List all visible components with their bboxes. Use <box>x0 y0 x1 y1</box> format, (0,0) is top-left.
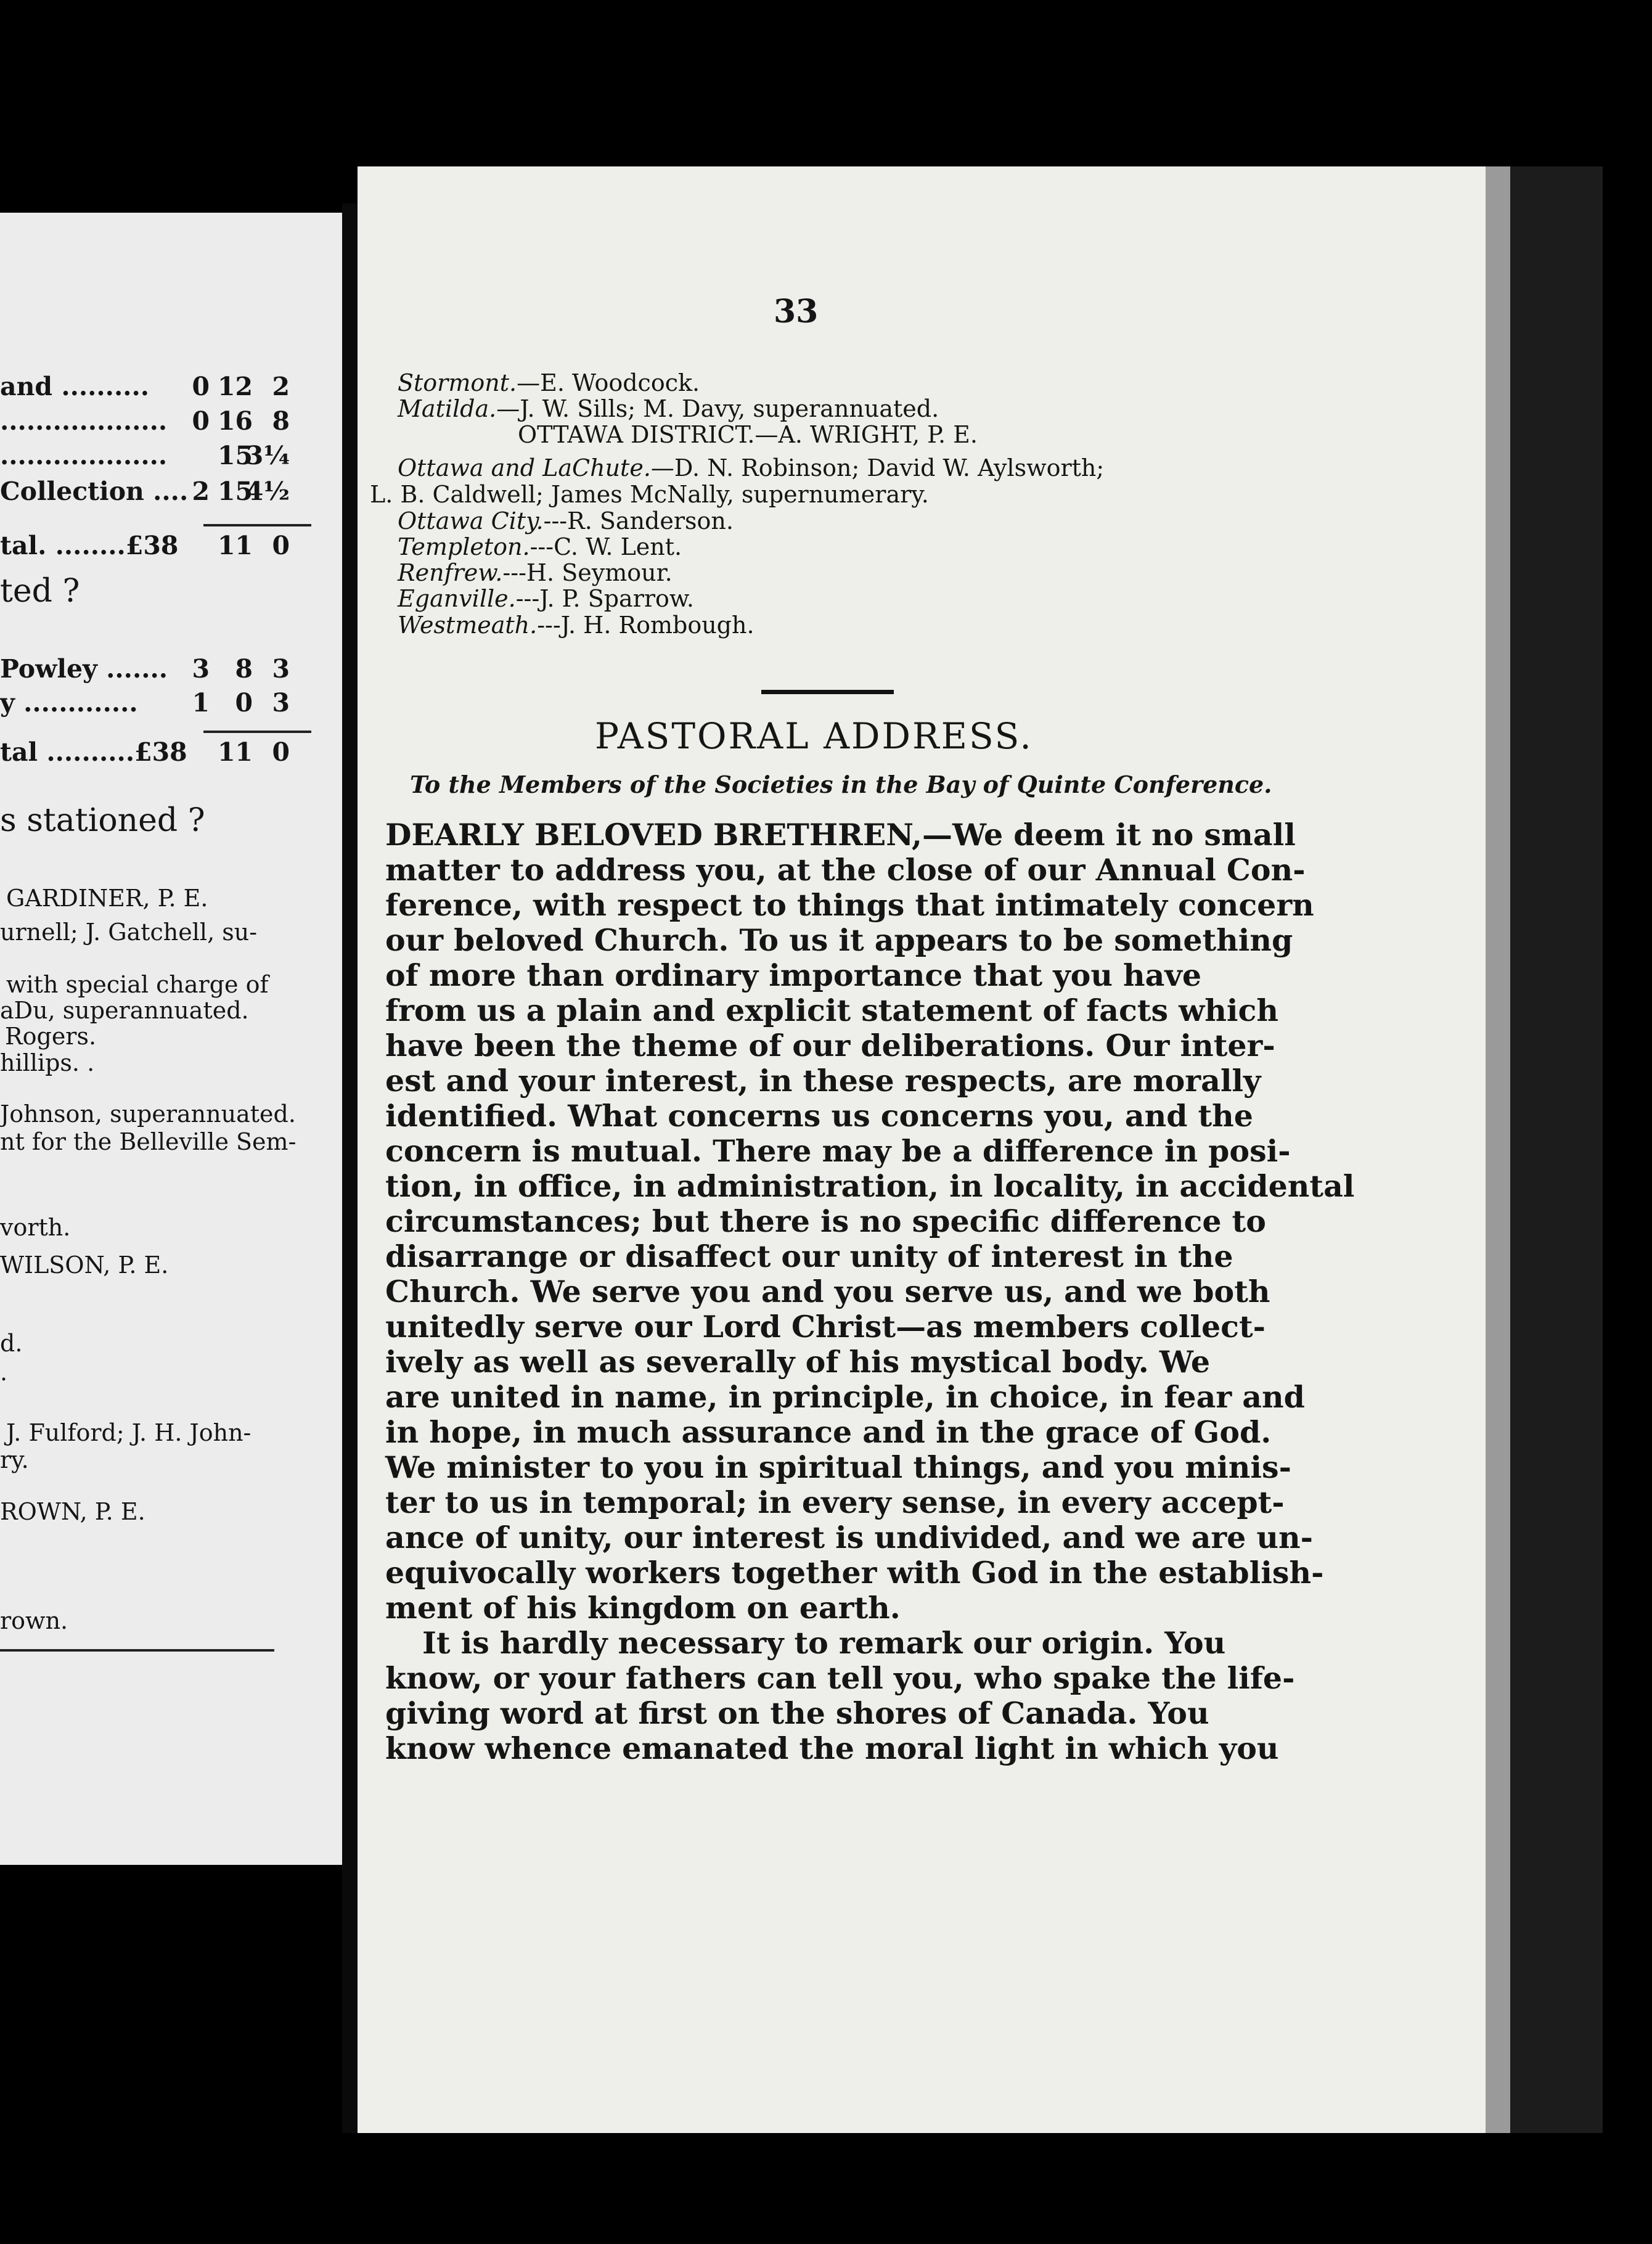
station-text: ---J. H. Rombough. <box>537 612 754 639</box>
ledger-pence: 3¼ <box>245 441 290 470</box>
district-heading <box>518 423 978 446</box>
station-line <box>398 397 939 420</box>
ledger-shillings: 15 <box>217 441 253 470</box>
section-heading: ted ? <box>0 573 80 610</box>
station-line <box>370 483 929 506</box>
text-line: Rogers. <box>5 1023 97 1050</box>
body-line: concern is mutual. There may be a difference in posi- <box>385 1133 1291 1169</box>
address-subheading: To the Members of the Societies in the Bay of Quinte Conference. <box>410 771 1272 798</box>
ledger-pence: 3 <box>272 688 290 718</box>
ledger-pence: 3 <box>272 654 290 684</box>
station-text: —J. W. Sills; M. Davy, superannuated. <box>496 395 939 422</box>
body-line: know whence emanated the moral light in which you <box>385 1730 1279 1766</box>
station-text: OTTAWA DISTRICT.—A. WRIGHT, P. E. <box>518 421 978 448</box>
ledger-label: Powley ....... <box>0 654 168 684</box>
body-line: identified. What concerns us concerns you, and the <box>385 1098 1253 1134</box>
text-line: WILSON, P. E. <box>0 1251 169 1279</box>
body-line: est and your interest, in these respects, are morally <box>385 1063 1261 1099</box>
ledger-pence: 4½ <box>245 477 290 506</box>
book-gutter <box>342 203 358 2133</box>
station-line <box>398 456 1104 480</box>
divider-rule <box>0 1649 274 1652</box>
text-line: Johnson, superannuated. <box>0 1100 296 1128</box>
station-place: Matilda. <box>398 395 497 422</box>
ledger-shillings: 11 <box>217 531 253 560</box>
body-line <box>385 817 1296 853</box>
book-cover <box>1510 166 1603 2133</box>
station-place: Renfrew. <box>398 559 503 586</box>
station-line <box>398 587 694 610</box>
left-page <box>0 213 342 1865</box>
station-place: Templeton. <box>398 533 530 560</box>
text-line: ROWN, P. E. <box>0 1498 145 1525</box>
section-heading: s stationed ? <box>0 802 205 839</box>
station-place: Westmeath. <box>398 612 538 639</box>
text-line: vorth. <box>0 1214 71 1241</box>
ledger-shillings: 15 <box>217 477 253 506</box>
station-place: Eganville. <box>398 585 516 612</box>
text-line: hillips. . <box>0 1049 95 1076</box>
ledger-pence: 2 <box>272 372 290 401</box>
body-line: We minister to you in spiritual things, and you minis- <box>385 1449 1291 1485</box>
body-line: disarrange or disaffect our unity of interest in the <box>385 1239 1233 1274</box>
body-line: circumstances; but there is no specific difference to <box>385 1203 1266 1239</box>
text-line: ry. <box>0 1446 29 1473</box>
body-line: ance of unity, our interest is undivided, and we are un- <box>385 1520 1313 1555</box>
body-line: in hope, in much assurance and in the grace of God. <box>385 1414 1272 1450</box>
body-text: —We deem it no small <box>922 817 1296 853</box>
body-line: our beloved Church. To us it appears to be something <box>385 922 1293 958</box>
station-text: ---H. Seymour. <box>502 559 673 586</box>
right-page <box>358 166 1486 2133</box>
ledger-label: tal. ........£38 <box>0 531 179 560</box>
body-line: ment of his kingdom on earth. <box>385 1590 901 1626</box>
body-line: tion, in office, in administration, in locality, in accidental <box>385 1168 1355 1204</box>
ledger-label: tal ..........£38 <box>0 737 187 767</box>
station-line <box>398 561 673 584</box>
text-line: urnell; J. Gatchell, su- <box>0 919 258 946</box>
text-line: d. <box>0 1330 23 1357</box>
text-line: . <box>0 1359 8 1386</box>
station-line <box>398 535 682 559</box>
body-line: of more than ordinary importance that you have <box>385 957 1202 993</box>
ledger-shillings: 8 <box>235 654 253 684</box>
sum-rule <box>203 731 311 733</box>
ledger-label: ................... <box>0 406 168 436</box>
station-place: Ottawa City. <box>398 507 544 534</box>
ledger-pounds: 0 <box>192 406 210 436</box>
text-line: GARDINER, P. E. <box>6 885 208 912</box>
station-place: Ottawa and LaChute. <box>398 454 651 481</box>
body-line: from us a plain and explicit statement of facts which <box>385 993 1278 1028</box>
ledger-pounds: 1 <box>192 688 210 718</box>
ledger-pounds: 2 <box>192 477 210 506</box>
station-text: —D. N. Robinson; David W. Aylsworth; <box>650 454 1105 481</box>
body-line: Church. We serve you and you serve us, and we both <box>385 1274 1270 1309</box>
station-text: L. B. Caldwell; James McNally, supernumerary. <box>370 481 929 508</box>
ledger-shillings: 0 <box>235 688 253 718</box>
body-line: ter to us in temporal; in every sense, in every accept- <box>385 1484 1285 1520</box>
text-line: nt for the Belleville Sem- <box>0 1128 296 1155</box>
ledger-pence: 0 <box>272 737 290 767</box>
ledger-shillings: 16 <box>217 406 253 436</box>
ledger-pounds: 3 <box>192 654 210 684</box>
section-heading: PASTORAL ADDRESS. <box>595 715 1033 757</box>
station-text: ---C. W. Lent. <box>530 533 682 560</box>
body-line: giving word at first on the shores of Canada. You <box>385 1695 1209 1731</box>
station-line <box>398 371 700 395</box>
text-line: with special charge of <box>6 971 269 998</box>
ledger-pence: 0 <box>272 531 290 560</box>
ledger-shillings: 11 <box>217 737 253 767</box>
ledger-shillings: 12 <box>217 372 253 401</box>
ledger-label: and .......... <box>0 372 150 401</box>
ledger-label: y ............. <box>0 688 138 718</box>
station-line <box>398 509 734 533</box>
ledger-pounds: 0 <box>192 372 210 401</box>
body-line: are united in name, in principle, in choice, in fear and <box>385 1379 1305 1415</box>
station-text: ---J. P. Sparrow. <box>515 585 695 612</box>
section-divider <box>761 690 894 694</box>
body-line: know, or your fathers can tell you, who spake the life- <box>385 1660 1295 1696</box>
body-line: unitedly serve our Lord Christ—as members collect- <box>385 1309 1266 1345</box>
station-place: Stormont. <box>398 369 517 396</box>
station-text: —E. Woodcock. <box>517 369 700 396</box>
body-line: It is hardly necessary to remark our origin. You <box>422 1625 1226 1661</box>
page-number: 33 <box>774 293 819 330</box>
station-text: ---R. Sanderson. <box>543 507 734 534</box>
salutation: DEARLY BELOVED BRETHREN, <box>385 817 922 853</box>
body-line: matter to address you, at the close of our Annual Con- <box>385 852 1306 888</box>
page-edges <box>1486 166 1510 2133</box>
text-line: rown. <box>0 1607 68 1634</box>
sum-rule <box>203 524 311 526</box>
text-line: J. Fulford; J. H. John- <box>6 1419 251 1446</box>
ledger-label: Collection .... <box>0 477 189 506</box>
ledger-label: ................... <box>0 441 168 470</box>
body-line: ively as well as severally of his mystical body. We <box>385 1344 1211 1380</box>
text-line: aDu, superannuated. <box>0 997 249 1024</box>
ledger-pence: 8 <box>272 406 290 436</box>
body-line: ference, with respect to things that intimately concern <box>385 887 1314 923</box>
body-line: equivocally workers together with God in the establish- <box>385 1555 1324 1591</box>
station-line <box>398 613 754 637</box>
body-line: have been the theme of our deliberations. Our inter- <box>385 1028 1275 1063</box>
